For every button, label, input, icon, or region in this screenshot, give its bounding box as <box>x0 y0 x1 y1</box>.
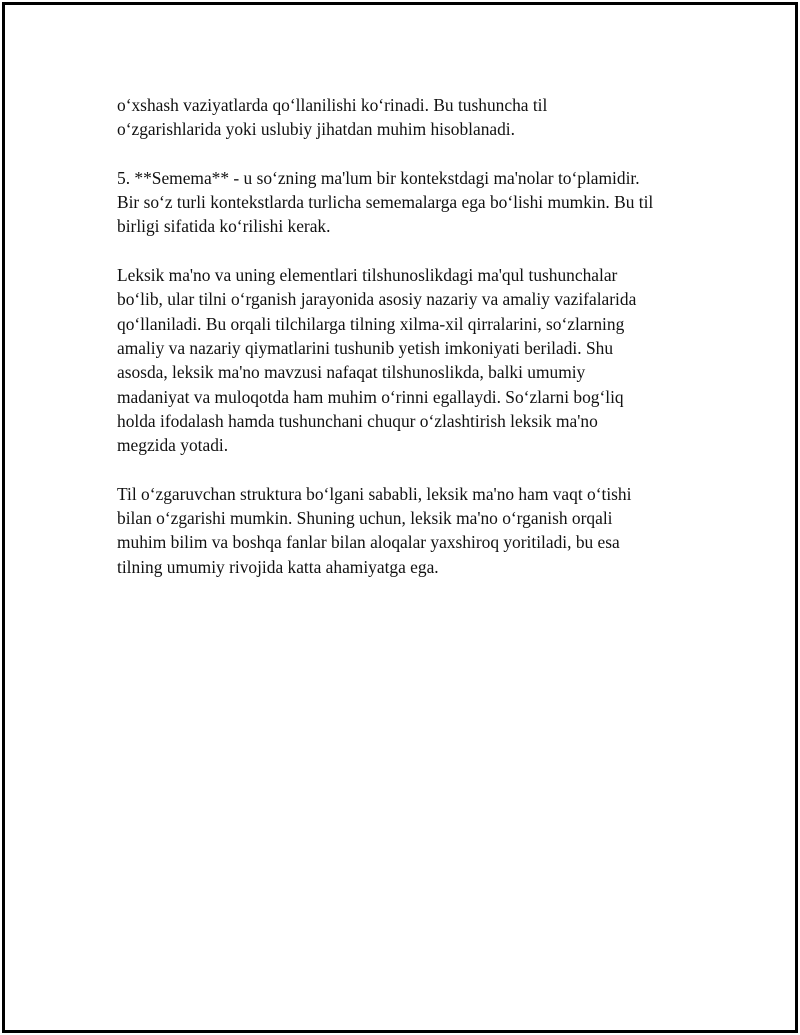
paragraph-leksik-mano: Leksik ma'no va uning elementlari tilshunoslikdagi ma'qul tushunchalar bo‘lib, ular tilni o‘rganish jarayonida asosiy nazariy va amaliy vazifalarida qo‘llaniladi. Bu orqali tilchilarga tilning xilma-xil qirralarini, so‘zlarning amaliy va nazariy qiymatlarini tushunib yetish imkoniyati beriladi. Shu asosda, leksik ma'no mavzusi nafaqat tilshunoslikda, balki umumiy madaniyat va muloqotda ham muhim o‘rinni egallaydi. So‘zlarni bog‘liq holda ifodalash hamda tushunchani chuqur o‘zlashtirish leksik ma'no megzida yotadi. <box>117 265 637 456</box>
document-body <box>117 93 697 603</box>
paragraph-continuation: o‘xshash vaziyatlarda qo‘llanilishi ko‘rinadi. Bu tushuncha til o‘zgarishlarida yoki uslubiy jihatdan muhim hisoblanadi. <box>117 95 548 140</box>
paragraph-semema: 5. **Semema** - u so‘zning ma'lum bir kontekstdagi ma'nolar to‘plamidir. Bir so‘z turli kontekstlarda turlicha sememalarga ega bo‘lishi mumkin. Bu til birligi sifatida ko‘rilishi kerak. <box>117 167 654 237</box>
paragraph-til-ozgaruvchan: Til o‘zgaruvchan struktura bo‘lgani sababli, leksik ma'no ham vaqt o‘tishi bilan o‘zgarishi mumkin. Shuning uchun, leksik ma'no o‘rganish orqali muhim bilim va boshqa fanlar bilan aloqalar yaxshiroq yoritiladi, bu esa tilning umumiy rivojida katta ahamiyatga ega. <box>117 483 632 577</box>
